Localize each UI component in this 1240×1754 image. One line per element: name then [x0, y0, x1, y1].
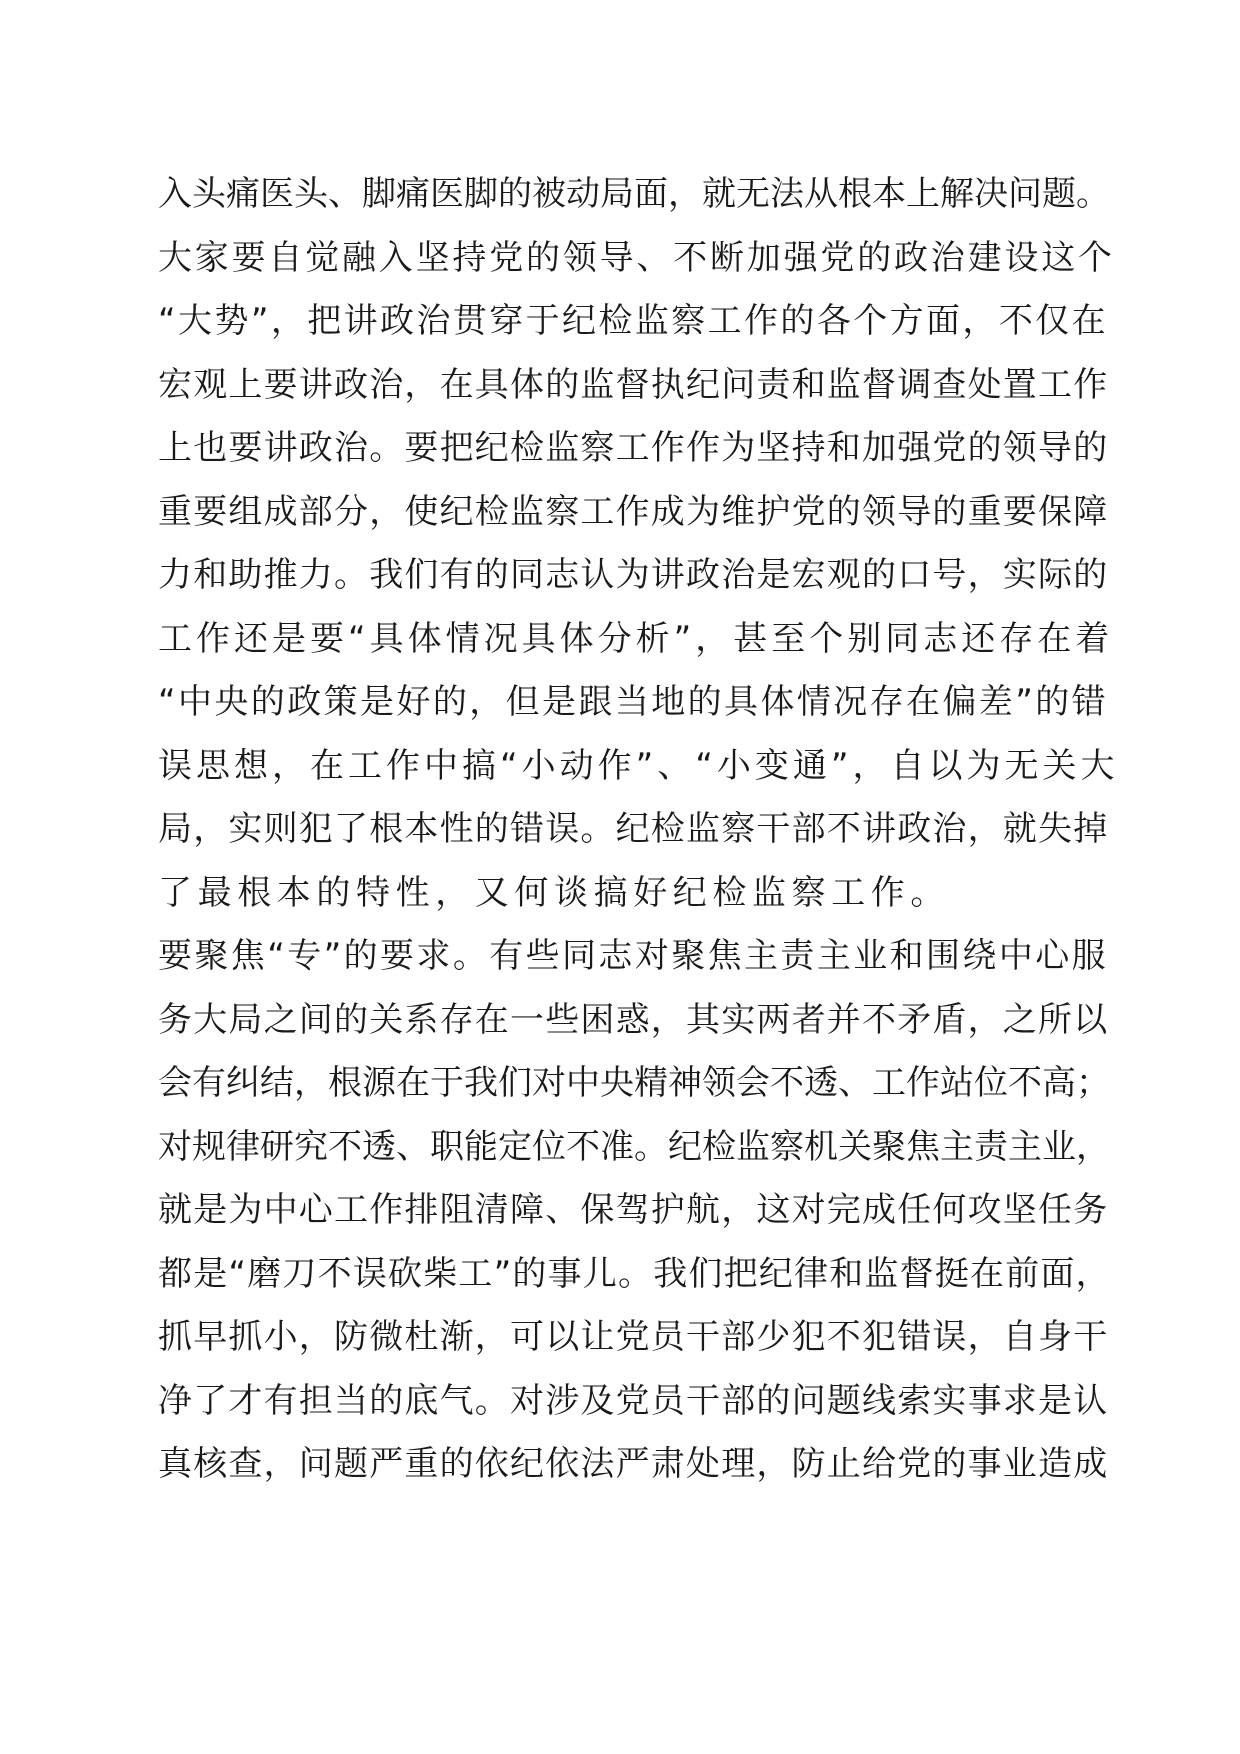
text-line: 对规律研究不透、职能定位不准。纪检监察机关聚焦主责主业，: [158, 1127, 1110, 1167]
text-line: 要聚焦“专”的要求。有些同志对聚焦主责主业和围绕中心服: [158, 936, 1109, 976]
text-line: 上也要讲政治。要把纪检监察工作作为坚持和加强党的领导的: [158, 428, 1109, 468]
text-line: 抓早抓小，防微杜渐，可以让党员干部少犯不犯错误，自身干: [158, 1317, 1109, 1357]
text-line: 了最根本的特性，又何谈搞好纪检监察工作。: [158, 873, 950, 913]
text-line: “大势”，把讲政治贯穿于纪检监察工作的各个方面，不仅在: [158, 301, 1109, 341]
text-line: “中央的政策是好的，但是跟当地的具体情况存在偏差”的错: [158, 682, 1109, 722]
text-line: 就是为中心工作排阻清障、保驾护航，这对完成任何攻坚任务: [158, 1190, 1109, 1230]
text-line: 重要组成部分，使纪检监察工作成为维护党的领导的重要保障: [158, 492, 1109, 532]
text-line: 力和助推力。我们有的同志认为讲政治是宏观的口号，实际的: [158, 555, 1109, 595]
text-line: 净了才有担当的底气。对涉及党员干部的问题线索实事求是认: [158, 1381, 1109, 1421]
text-line: 都是“磨刀不误砍柴工”的事儿。我们把纪律和监督挺在前面，: [158, 1254, 1111, 1294]
text-line: 宏观上要讲政治，在具体的监督执纪问责和监督调查处置工作: [158, 365, 1109, 405]
text-line: 大家要自觉融入坚持党的领导、不断加强党的政治建设这个: [158, 238, 1115, 278]
text-line: 务大局之间的关系存在一些困惑，其实两者并不矛盾，之所以: [158, 1000, 1109, 1040]
text-line: 真核查，问题严重的依纪依法严肃处理，防止给党的事业造成: [158, 1444, 1109, 1484]
text-line: 局，实则犯了根本性的错误。纪检监察干部不讲政治，就失掉: [158, 809, 1109, 849]
text-line: 工作还是要“具体情况具体分析”，甚至个别同志还存在着: [158, 619, 1114, 659]
text-line: 入头痛医头、脚痛医脚的被动局面，就无法从根本上解决问题。: [158, 174, 1110, 214]
text-line: 会有纠结，根源在于我们对中央精神领会不透、工作站位不高；: [158, 1063, 1110, 1103]
text-line: 误思想，在工作中搞“小动作”、“小变通”，自以为无关大: [158, 746, 1119, 786]
